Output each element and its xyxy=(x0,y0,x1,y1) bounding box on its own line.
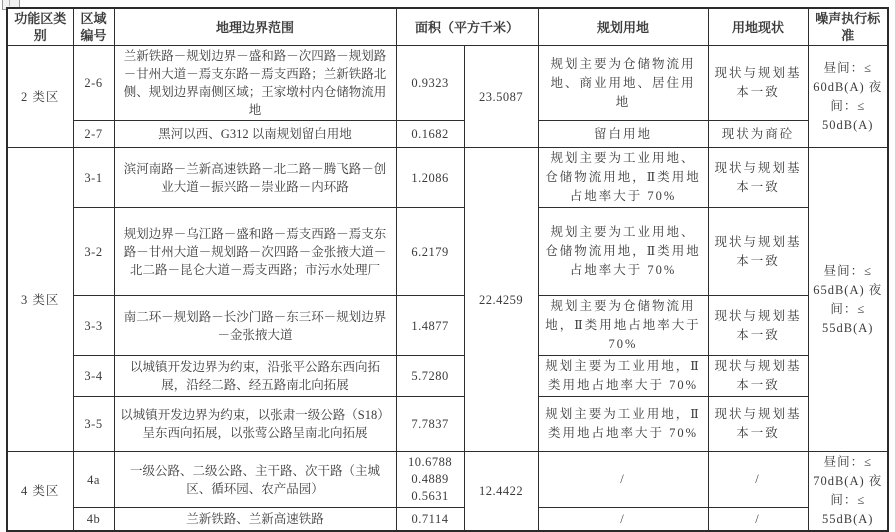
zone-id-cell: 3-4 xyxy=(73,356,114,397)
zone-id-cell: 3-5 xyxy=(73,397,114,452)
total-area-cell: 23.5087 xyxy=(464,46,538,148)
table-row xyxy=(7,208,888,296)
current-use-cell: 现状与规划基本一致 xyxy=(708,356,808,397)
noise-standard-cell: 昼间：≤ 70dB(A) 夜间：≤ 55dB(A) xyxy=(808,452,888,532)
current-use-cell: 现状与规划基本一致 xyxy=(708,46,808,121)
zone-id-cell: 3-3 xyxy=(73,296,114,356)
table-row xyxy=(7,397,888,452)
header-row xyxy=(7,8,888,46)
area-cell: 0.1682 xyxy=(396,121,464,148)
zone-id-cell: 4a xyxy=(73,452,114,508)
planned-use-cell: 留白用地 xyxy=(538,121,708,148)
planned-use-cell: 规划主要为工业用地、仓储物流用地，Ⅱ类用地占地率大于 70% xyxy=(538,148,708,208)
table-row xyxy=(7,452,888,508)
table-row xyxy=(7,121,888,148)
zone-id-cell: 2-6 xyxy=(73,46,114,121)
area-cell: 0.7114 xyxy=(396,508,464,531)
zone-id-cell: 2-7 xyxy=(73,121,114,148)
category-cell: 2 类区 xyxy=(7,46,73,148)
area-cell xyxy=(396,452,464,508)
current-use-cell: 现状与规划基本一致 xyxy=(708,296,808,356)
current-use-cell: 现状为商砼 xyxy=(708,121,808,148)
boundary-cell: 以城镇开发边界为约束，沿张平公路东西向拓展，沿经二路、经五路南北向拓展 xyxy=(114,356,396,397)
table-row xyxy=(7,46,888,121)
total-area-cell: 22.4259 xyxy=(464,148,538,452)
area-cell: 7.7837 xyxy=(396,397,464,452)
planned-use-cell: 规划主要为工业用地、仓储物流用地，Ⅱ类用地占地率大于 70% xyxy=(538,208,708,296)
column-header-category: 功能区类别 xyxy=(7,8,73,46)
current-use-cell: 现状与规划基本一致 xyxy=(708,208,808,296)
current-use-cell: / xyxy=(708,452,808,508)
area-cell: 0.9323 xyxy=(396,46,464,121)
planned-use-cell: 规划主要为仓储物流用地，Ⅱ类用地占地率大于 70% xyxy=(538,296,708,356)
boundary-cell: 规划边界－乌江路－盛和路－焉支西路－焉支东路－甘州大道－规划路－次四路－金张掖大道－北二路－昆仑大道－焉支西路；市污水处理厂 xyxy=(114,208,396,296)
zone-id-cell: 4b xyxy=(73,508,114,531)
planned-use-cell: 规划主要为工业用地，Ⅱ类用地占地率大于 70% xyxy=(538,356,708,397)
noise-zone-table xyxy=(6,7,889,532)
area-line: 10.6788 xyxy=(407,455,453,470)
area-cell: 5.7280 xyxy=(396,356,464,397)
noise-standard-cell: 昼间：≤ 60dB(A) 夜间：≤ 50dB(A) xyxy=(808,46,888,148)
table-row xyxy=(7,296,888,356)
current-use-cell: 现状与规划基本一致 xyxy=(708,397,808,452)
current-use-cell: / xyxy=(708,508,808,531)
area-line: 0.4889 xyxy=(411,472,449,487)
area-cell: 1.2086 xyxy=(396,148,464,208)
table-row xyxy=(7,508,888,531)
noise-standard-cell: 昼间：≤ 65dB(A) 夜间：≤ 55dB(A) xyxy=(808,148,888,452)
area-line: 0.5631 xyxy=(411,489,449,504)
boundary-cell: 南二环－规划路－长沙门路－东三环－规划边界－金张掖大道 xyxy=(114,296,396,356)
column-header-area: 面积（平方千米） xyxy=(396,8,538,46)
column-header-zone-id: 区域编号 xyxy=(73,8,114,46)
table-row xyxy=(7,356,888,397)
area-cell: 6.2179 xyxy=(396,208,464,296)
planned-use-cell: / xyxy=(538,452,708,508)
area-cell: 1.4877 xyxy=(396,296,464,356)
current-use-cell: 现状与规划基本一致 xyxy=(708,148,808,208)
boundary-cell: 一级公路、二级公路、主干路、次干路（主城区、循环园、农产品园） xyxy=(114,452,396,508)
boundary-cell: 黑河以西、G312 以南规划留白用地 xyxy=(114,121,396,148)
table-row xyxy=(7,148,888,208)
column-header-current-use: 用地现状 xyxy=(708,8,808,46)
zone-id-cell: 3-2 xyxy=(73,208,114,296)
planned-use-cell: 规划主要为仓储物流用地、商业用地、居住用地 xyxy=(538,46,708,121)
boundary-cell: 以城镇开发边界为约束，以张肃一级公路（S18）呈东西向拓展，以张莺公路呈南北向拓展 xyxy=(114,397,396,452)
category-cell: 4 类区 xyxy=(7,452,73,532)
category-cell: 3 类区 xyxy=(7,148,73,452)
boundary-cell: 滨河南路－兰新高速铁路－北二路－腾飞路－创业大道－振兴路－崇业路－内环路 xyxy=(114,148,396,208)
boundary-cell: 兰新铁路、兰新高速铁路 xyxy=(114,508,396,531)
boundary-cell: 兰新铁路－规划边界－盛和路－次四路－规划路－甘州大道－焉支东路－焉支西路；兰新铁路北侧、规划边界南侧区域；王家墩村内仓储物流用地 xyxy=(114,46,396,121)
column-header-boundary: 地理边界范围 xyxy=(114,8,396,46)
column-header-noise-standard: 噪声执行标准 xyxy=(808,8,888,46)
total-area-cell: 12.4422 xyxy=(464,452,538,532)
zone-id-cell: 3-1 xyxy=(73,148,114,208)
column-header-planned-use: 规划用地 xyxy=(538,8,708,46)
planned-use-cell: 规划主要为工业用地，Ⅱ类用地占地率大于 70% xyxy=(538,397,708,452)
planned-use-cell: / xyxy=(538,508,708,531)
